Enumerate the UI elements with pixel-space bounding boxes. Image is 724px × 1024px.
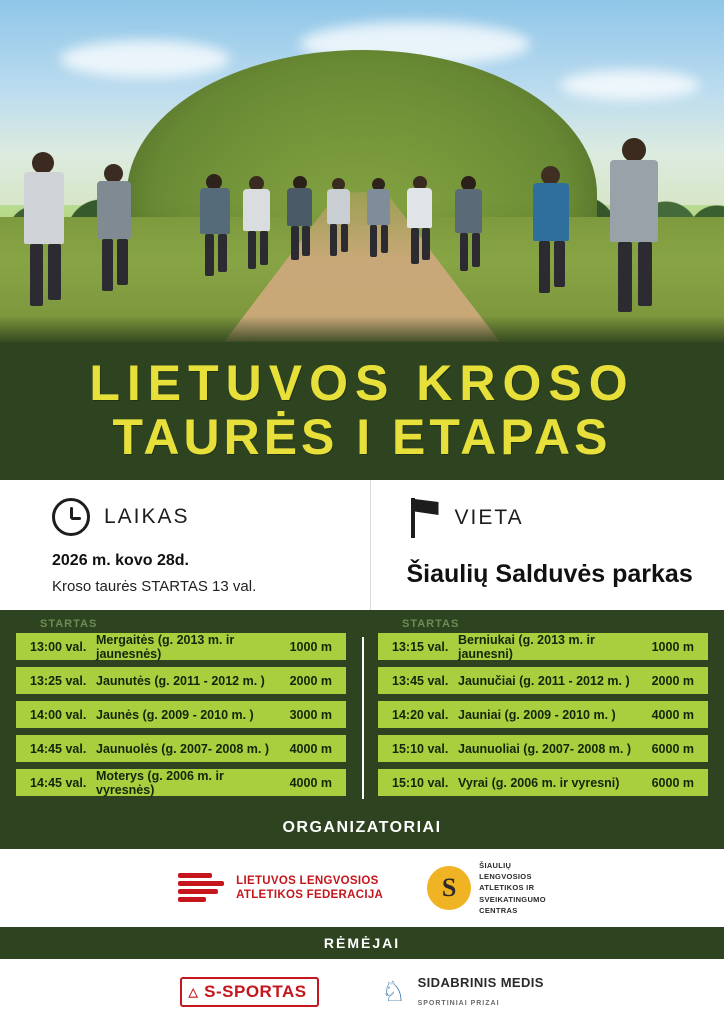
cloud xyxy=(60,40,230,78)
slask-logo-text xyxy=(479,860,546,916)
row-category: Berniukai (g. 2013 m. ir jaunesni) xyxy=(458,632,595,661)
row-time: 13:25 val. xyxy=(30,673,87,688)
schedule-column-women xyxy=(0,633,362,803)
sidabrinis-medis-logo xyxy=(379,974,544,1010)
row-category: Jaunutės (g. 2011 - 2012 m. ) xyxy=(96,673,265,688)
table-row xyxy=(16,667,346,694)
table-row xyxy=(378,735,708,762)
place-value: Šiaulių Salduvės parkas xyxy=(406,560,693,588)
sponsors-logos xyxy=(0,959,724,1024)
runner xyxy=(528,166,574,316)
runner-icon: ▵ xyxy=(188,980,199,1003)
clock-icon xyxy=(52,498,90,536)
row-distance: 2000 m xyxy=(289,673,332,688)
row-distance: 4000 m xyxy=(289,741,332,756)
row-distance: 4000 m xyxy=(289,775,332,790)
cloud xyxy=(560,70,700,100)
row-distance: 6000 m xyxy=(651,775,694,790)
row-time: 13:15 val. xyxy=(392,639,449,654)
table-row xyxy=(378,633,708,660)
row-category: Jaunučiai (g. 2011 - 2012 m. ) xyxy=(458,673,630,688)
table-row xyxy=(16,769,346,796)
row-time: 14:00 val. xyxy=(30,707,87,722)
row-distance: 6000 m xyxy=(651,741,694,756)
runner xyxy=(240,176,274,284)
sidabrinis-text xyxy=(418,974,544,1010)
row-time: 14:45 val. xyxy=(30,775,87,790)
table-row xyxy=(16,701,346,728)
runner xyxy=(196,174,234,294)
row-distance: 4000 m xyxy=(651,707,694,722)
ssportas-logo xyxy=(180,977,318,1007)
runner xyxy=(364,178,394,274)
runner xyxy=(324,178,354,272)
poster-title xyxy=(0,342,724,480)
runner xyxy=(18,152,70,332)
slask-logo xyxy=(427,860,546,916)
row-time: 15:10 val. xyxy=(392,741,449,756)
sidabrinis-name: SIDABRINIS MEDIS xyxy=(417,974,544,990)
row-category: Mergaitės (g. 2013 m. ir jaunesnės) xyxy=(96,632,235,661)
time-label: LAIKAS xyxy=(104,505,190,528)
schedule-header-right: STARTAS xyxy=(402,618,460,630)
time-block xyxy=(0,480,370,610)
sponsors-title: RĖMĖJAI xyxy=(0,927,724,959)
row-time: 13:45 val. xyxy=(392,673,449,688)
runner xyxy=(604,138,666,338)
hero-photo xyxy=(0,0,724,342)
slask-line-5: CENTRAS xyxy=(479,905,518,915)
table-row xyxy=(378,667,708,694)
row-time: 14:45 val. xyxy=(30,741,87,756)
row-distance: 1000 m xyxy=(289,639,332,654)
place-heading xyxy=(407,498,724,538)
sidabrinis-sub: SPORTINIAI PRIZAI xyxy=(417,999,500,1007)
llaf-logo xyxy=(178,871,383,905)
info-section xyxy=(0,480,724,610)
row-distance: 2000 m xyxy=(651,673,694,688)
runner xyxy=(284,176,316,276)
llaf-logo-text xyxy=(236,874,383,903)
place-label: VIETA xyxy=(454,506,524,529)
organizers-logos xyxy=(0,849,724,927)
place-block xyxy=(370,480,724,610)
tree-icon: ♘ xyxy=(381,975,407,1007)
row-distance: 3000 m xyxy=(289,707,332,722)
table-row xyxy=(378,769,708,796)
row-category: Moterys (g. 2006 m. ir vyresnės) xyxy=(96,768,224,797)
slask-line-4: SVEIKATINGUMO xyxy=(479,894,546,904)
flag-icon xyxy=(407,498,441,538)
runner xyxy=(92,164,136,314)
row-category: Jaunės (g. 2009 - 2010 m. ) xyxy=(96,707,254,722)
runner xyxy=(452,176,486,288)
event-date: 2026 m. kovo 28d. xyxy=(52,552,189,569)
slask-line-3: ATLETIKOS IR xyxy=(479,883,535,893)
table-row xyxy=(16,633,346,660)
table-row xyxy=(378,701,708,728)
slask-line-2: LENGVOSIOS xyxy=(479,872,532,882)
row-category: Jaunuolės (g. 2007- 2008 m. ) xyxy=(96,741,269,756)
row-distance: 1000 m xyxy=(651,639,694,654)
schedule-column-men xyxy=(362,633,724,803)
llaf-line-1: LIETUVOS LENGVOSIOS xyxy=(236,874,379,887)
slask-mark-icon xyxy=(427,866,471,910)
schedule-headers xyxy=(0,616,724,633)
row-time: 13:00 val. xyxy=(30,639,87,654)
row-time: 15:10 val. xyxy=(392,775,449,790)
title-line-2: TAURĖS I ETAPAS xyxy=(112,409,612,465)
schedule-header-left: STARTAS xyxy=(40,618,98,630)
title-line-1: LIETUVOS KROSO xyxy=(89,355,635,411)
llaf-line-2: ATLETIKOS FEDERACIJA xyxy=(236,889,384,901)
time-heading xyxy=(52,498,370,536)
runner xyxy=(404,176,436,280)
ssportas-logo-text: S-SPORTAS xyxy=(204,981,307,1001)
row-category: Jauniai (g. 2009 - 2010 m. ) xyxy=(458,707,616,722)
federation-mark-icon xyxy=(178,871,226,905)
start-note: Kroso taurės STARTAS 13 val. xyxy=(52,578,257,595)
photo-fade xyxy=(0,316,724,342)
slask-line-1: ŠIAULIŲ xyxy=(479,860,512,870)
row-time: 14:20 val. xyxy=(392,707,449,722)
row-category: Jaunuoliai (g. 2007- 2008 m. ) xyxy=(458,741,631,756)
organizers-title: ORGANIZATORIAI xyxy=(0,813,724,849)
schedule-columns xyxy=(0,633,724,803)
schedule-section xyxy=(0,610,724,813)
table-row xyxy=(16,735,346,762)
row-category: Vyrai (g. 2006 m. ir vyresni) xyxy=(458,775,620,790)
